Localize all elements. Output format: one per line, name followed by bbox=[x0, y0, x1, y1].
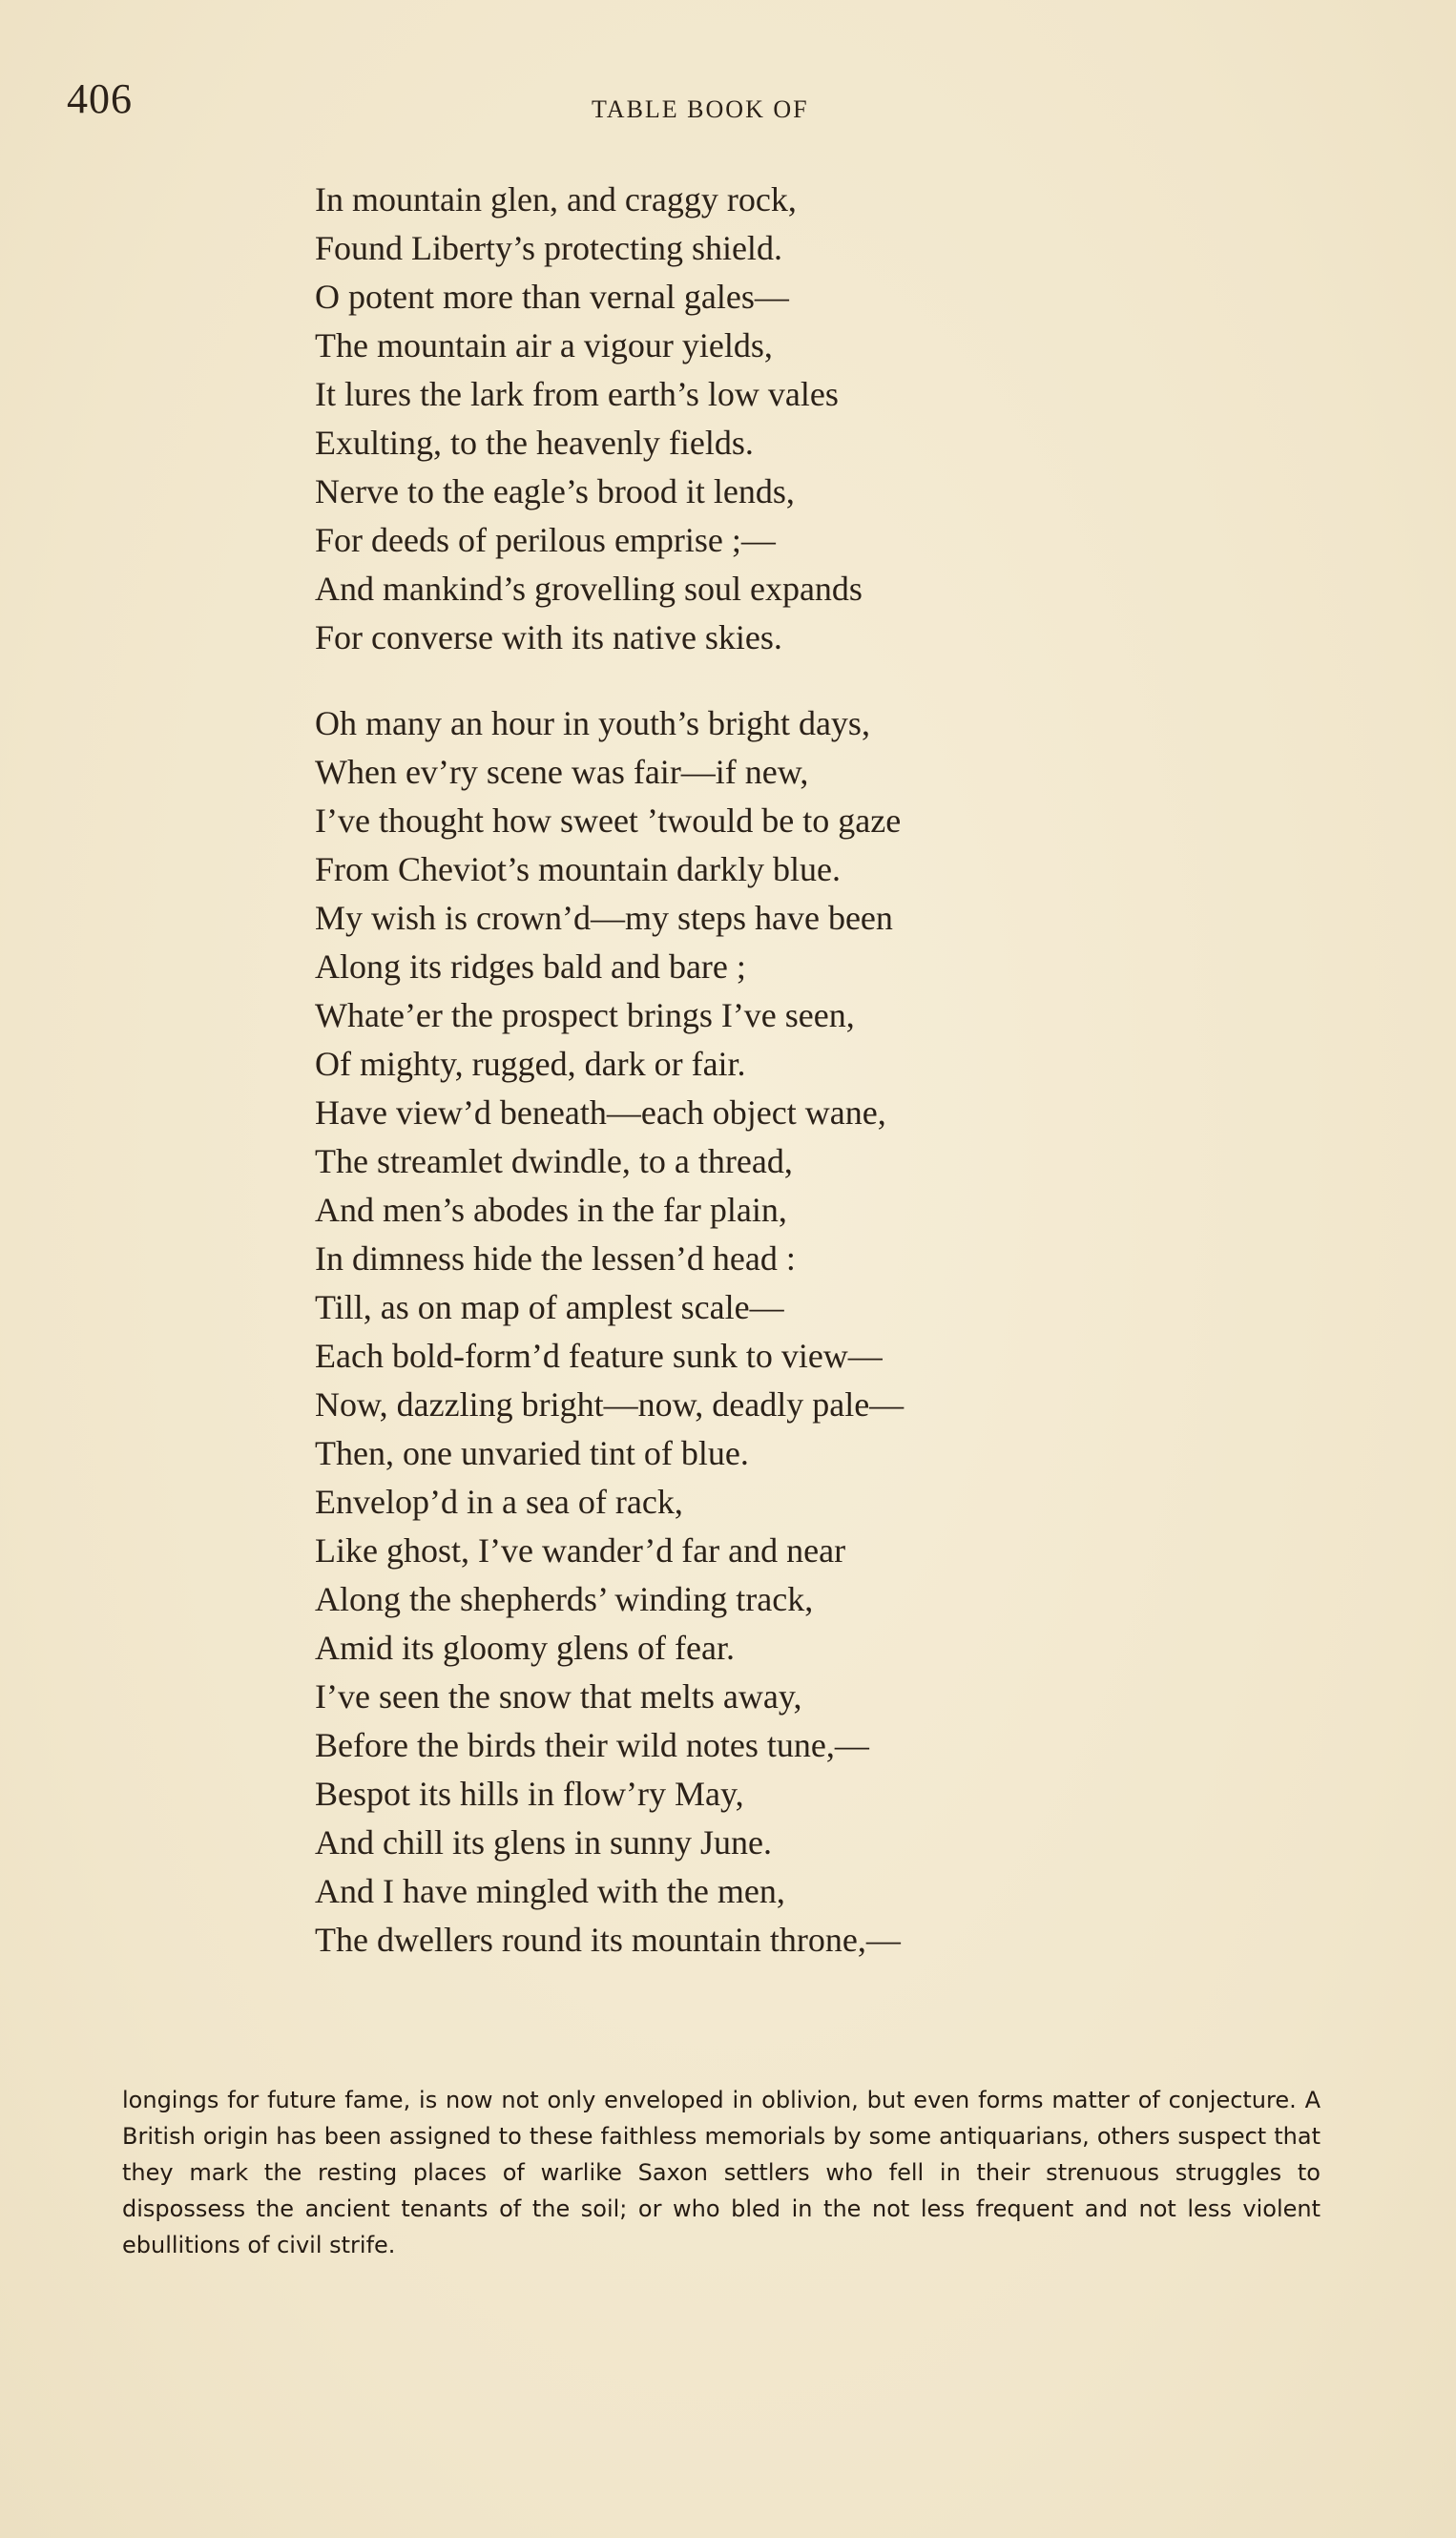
poem-line: O potent more than vernal gales— bbox=[315, 278, 789, 316]
poem-stanza-1 bbox=[315, 176, 863, 662]
poem-line: And men’s abodes in the far plain, bbox=[315, 1191, 787, 1229]
poem-line: Till, as on map of amplest scale— bbox=[315, 1288, 784, 1326]
poem-line: The dwellers round its mountain throne,— bbox=[315, 1921, 901, 1959]
poem-line: Like ghost, I’ve wander’d far and near bbox=[315, 1531, 846, 1570]
poem-stanza-2 bbox=[315, 699, 904, 1965]
poem-line: And chill its glens in sunny June. bbox=[315, 1823, 772, 1862]
poem-line: The mountain air a vigour yields, bbox=[315, 326, 773, 364]
poem-line: Oh many an hour in youth’s bright days, bbox=[315, 704, 870, 742]
poem-line: Then, one unvaried tint of blue. bbox=[315, 1434, 749, 1472]
poem-line: I’ve thought how sweet ’twould be to gaze bbox=[315, 801, 902, 840]
running-head: TABLE BOOK OF bbox=[592, 95, 809, 123]
poem-line: In mountain glen, and craggy rock, bbox=[315, 180, 797, 218]
poem-line: Have view’d beneath—each object wane, bbox=[315, 1093, 886, 1132]
poem-line: Whate’er the prospect brings I’ve seen, bbox=[315, 996, 855, 1034]
poem-line: My wish is crown’d—my steps have been bbox=[315, 899, 893, 937]
poem-line: For converse with its native skies. bbox=[315, 618, 782, 656]
poem-line: I’ve seen the snow that melts away, bbox=[315, 1677, 802, 1716]
poem-line: Of mighty, rugged, dark or fair. bbox=[315, 1045, 746, 1083]
footnote: longings for future fame, is now not only enveloped in oblivion, but even forms matter of conjecture. A British origin has been assigned to these faithless memorials by some antiquarians, others suspect that they mark the resting places of warlike Saxon settlers who fell in their strenuous struggles to dispossess the ancient tenants of the soil; or who bled in the not less frequent and not less violent ebullitions of civil strife. bbox=[122, 2087, 1321, 2258]
page-number: 406 bbox=[67, 75, 133, 122]
poem-line: Bespot its hills in flow’ry May, bbox=[315, 1775, 744, 1813]
poem-line: Before the birds their wild notes tune,— bbox=[315, 1726, 869, 1764]
poem-line: Along its ridges bald and bare ; bbox=[315, 947, 746, 986]
poem-line: Exulting, to the heavenly fields. bbox=[315, 424, 754, 462]
poem-line: Each bold-form’d feature sunk to view— bbox=[315, 1337, 883, 1375]
poem-line: Along the shepherds’ winding track, bbox=[315, 1580, 814, 1618]
poem-line: And mankind’s grovelling soul expands bbox=[315, 570, 863, 608]
poem-line: For deeds of perilous emprise ;— bbox=[315, 521, 776, 559]
poem-line: When ev’ry scene was fair—if new, bbox=[315, 753, 809, 791]
poem-line: It lures the lark from earth’s low vales bbox=[315, 375, 839, 413]
poem-line: And I have mingled with the men, bbox=[315, 1872, 785, 1910]
poem-line: Amid its gloomy glens of fear. bbox=[315, 1629, 735, 1667]
poem-line: Found Liberty’s protecting shield. bbox=[315, 229, 782, 267]
poem-line: The streamlet dwindle, to a thread, bbox=[315, 1142, 793, 1180]
poem-line: In dimness hide the lessen’d head : bbox=[315, 1239, 796, 1278]
poem-line: Envelop’d in a sea of rack, bbox=[315, 1483, 683, 1521]
poem-line: Now, dazzling bright—now, deadly pale— bbox=[315, 1385, 905, 1424]
poem-line: From Cheviot’s mountain darkly blue. bbox=[315, 850, 841, 888]
poem-line: Nerve to the eagle’s brood it lends, bbox=[315, 472, 795, 510]
